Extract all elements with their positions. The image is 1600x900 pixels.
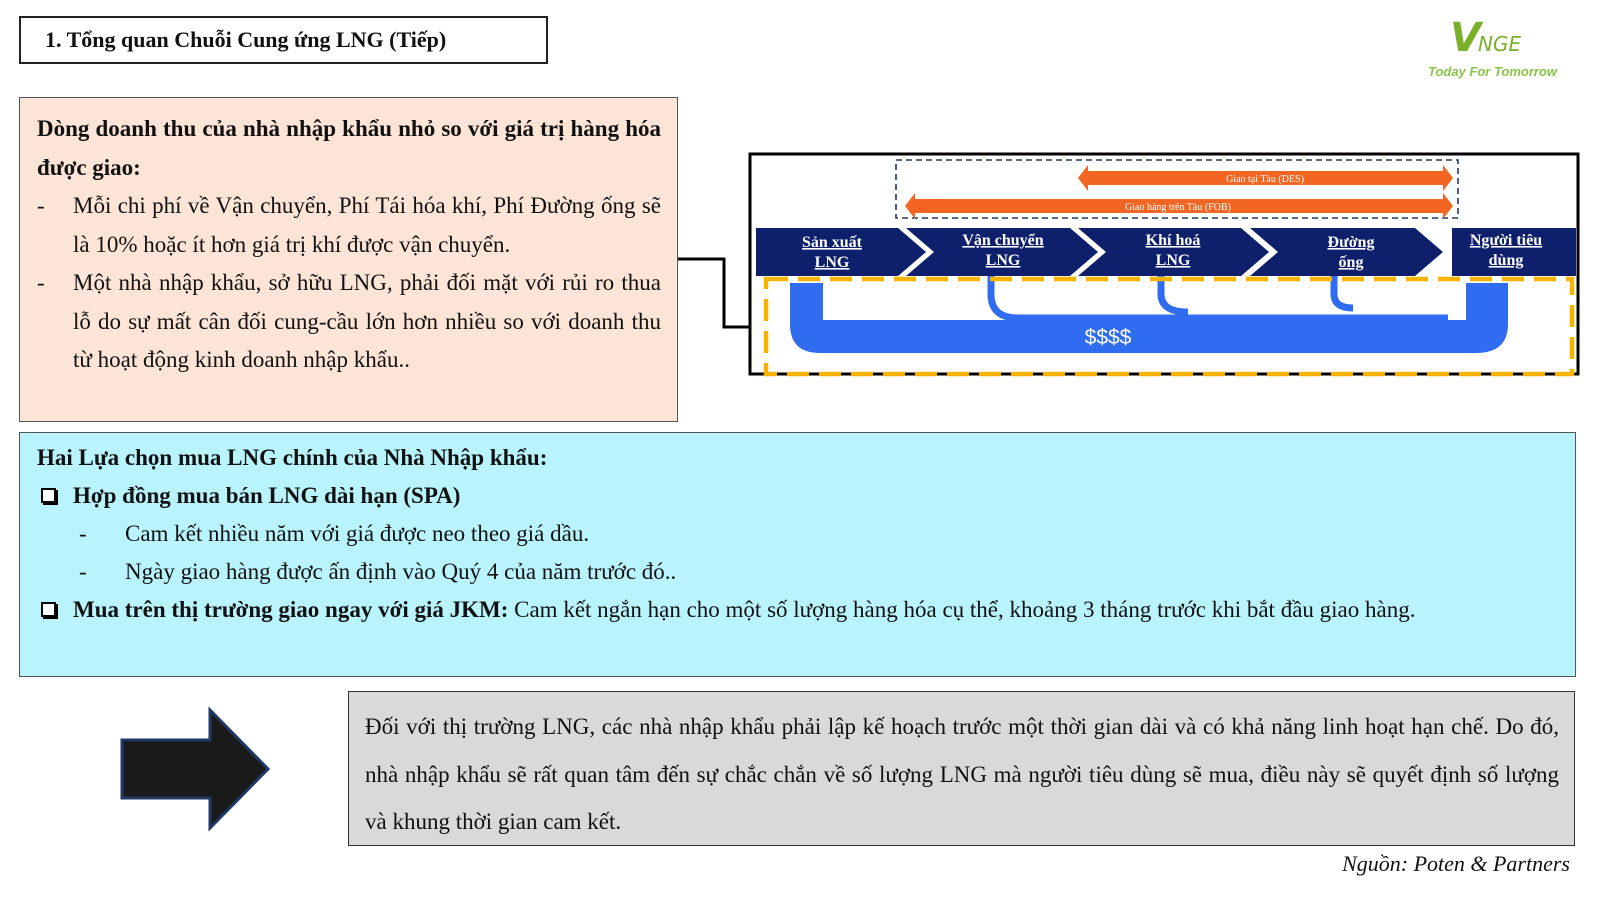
source-note: Nguồn: Poten & Partners bbox=[1342, 851, 1570, 876]
revenue-heading: Dòng doanh thu của nhà nhập khẩu nhỏ so với giá trị hàng hóa được giao: bbox=[37, 116, 661, 180]
logo-tagline: Today For Tomorrow bbox=[1428, 64, 1558, 79]
revenue-item-text: Mỗi chi phí về Vận chuyển, Phí Tái hóa khí, Phí Đường ống sẽ là 10% hoặc ít hơn giá trị khí được vận chuyển. bbox=[73, 193, 661, 257]
option-spa-title: Hợp đồng mua bán LNG dài hạn (SPA) bbox=[73, 483, 461, 508]
stage-label: Người tiêu bbox=[1469, 232, 1543, 249]
stage-label: Đường bbox=[1327, 234, 1375, 251]
option-spot-title: Mua trên thị trường giao ngay với giá JKM: bbox=[73, 597, 509, 622]
stage-label: LNG bbox=[985, 252, 1021, 269]
conclusion-box: Đối với thị trường LNG, các nhà nhập khẩu phải lập kế hoạch trước một thời gian dài và có khả năng linh hoạt hạn chế. Do đó, nhà nhập khẩu sẽ rất quan tâm đến sự chắc chắn về số lượng LNG mà người tiêu dùng sẽ mua, điều này sẽ quyết định số lượng và khung thời gian cam kết. bbox=[348, 691, 1575, 846]
logo-mark-v: V bbox=[1450, 15, 1481, 61]
dash-bullet: - bbox=[37, 270, 45, 295]
stage-label: Khí hoá bbox=[1145, 232, 1201, 249]
option-point bbox=[37, 515, 1559, 553]
fob-label: Giao hàng trên Tàu (FOB) bbox=[1125, 202, 1231, 213]
dash-bullet: - bbox=[37, 193, 45, 218]
page-title: 1. Tổng quan Chuỗi Cung ứng LNG (Tiếp) bbox=[19, 16, 548, 64]
purchase-options-box bbox=[19, 432, 1576, 677]
des-label: Giao tại Tàu (DES) bbox=[1226, 174, 1304, 185]
stage-label: ống bbox=[1338, 254, 1364, 271]
logo-mark-nge: NGE bbox=[1478, 32, 1522, 56]
option-point-text: Ngày giao hàng được ấn định vào Quý 4 của năm trước đó.. bbox=[125, 559, 677, 584]
money-label: $$$$ bbox=[1084, 326, 1132, 349]
option-spot-desc: Cam kết ngắn hạn cho một số lượng hàng hóa cụ thể, khoảng 3 tháng trước khi bắt đầu giao hàng. bbox=[508, 597, 1416, 622]
option-spot-text bbox=[73, 591, 1559, 629]
stage-label: LNG bbox=[814, 254, 850, 271]
right-arrow-icon bbox=[118, 706, 274, 832]
option-spa bbox=[37, 477, 1559, 515]
option-point bbox=[37, 553, 1559, 591]
stage-label: Sản xuất bbox=[801, 234, 863, 251]
supply-chain-diagram bbox=[748, 152, 1580, 382]
dash-bullet: - bbox=[79, 521, 87, 546]
dash-bullet: - bbox=[79, 559, 87, 584]
stage-label: LNG bbox=[1155, 252, 1191, 269]
options-heading: Hai Lựa chọn mua LNG chính của Nhà Nhập khẩu: bbox=[37, 445, 548, 470]
stage-label: dùng bbox=[1488, 252, 1524, 269]
checkbox-bullet-icon bbox=[37, 477, 73, 515]
revenue-item-text: Một nhà nhập khẩu, sở hữu LNG, phải đối mặt với rủi ro thua lỗ do sự mất cân đối cung-cầu lớn hơn nhiều so với doanh thu từ hoạt động kinh doanh nhập khẩu.. bbox=[73, 270, 661, 372]
stage-label: Vận chuyển bbox=[962, 232, 1044, 249]
checkbox-bullet-icon bbox=[37, 591, 73, 629]
option-spot bbox=[37, 591, 1559, 629]
option-point-text: Cam kết nhiều năm với giá được neo theo giá dầu. bbox=[125, 521, 590, 546]
